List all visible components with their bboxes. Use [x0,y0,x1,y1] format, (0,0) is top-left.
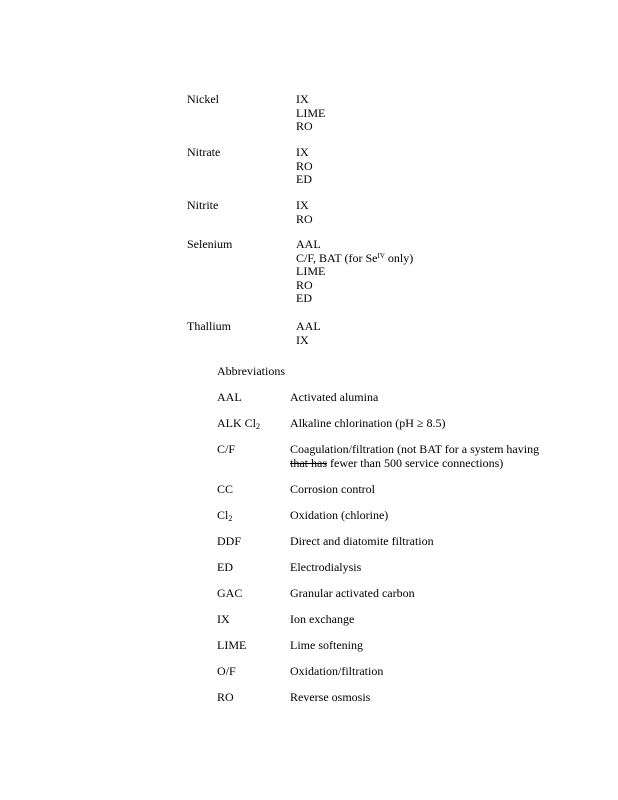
definition-line: Coagulation/filtration (not BAT for a system having [290,442,540,456]
technology-item [296,252,567,266]
technology-item: IX [296,332,309,347]
technology-item: LIME [296,105,326,120]
technology-note-tail: only) [384,250,414,265]
abbreviation-code [217,417,260,431]
subscript: 2 [256,422,260,431]
technology-item: RO [296,158,313,173]
abbreviation-code: IX [217,611,230,626]
abbreviation-definition: Electrodialysis [290,559,362,574]
technology-text: C/F, BAT (for Se [296,250,378,265]
technology-item: IX [296,92,309,106]
abbreviation-code-text: Cl [217,507,229,522]
abbreviations-list [217,391,577,717]
contaminant-name: Thallium [187,319,231,333]
contaminant-row-nickel [187,93,567,146]
technology-list [296,93,567,134]
technology-item: ED [296,172,312,186]
abbreviation-code: AAL [217,390,242,404]
abbreviation-code: RO [217,689,234,704]
technology-item: RO [296,277,313,292]
technology-item: IX [296,145,309,159]
abbreviation-code: O/F [217,663,236,678]
definition-line [290,457,577,471]
abbreviation-definition [290,443,577,470]
abbreviation-definition: Granular activated carbon [290,585,415,600]
abbreviation-definition: Reverse osmosis [290,689,371,704]
abbreviation-row [217,483,577,497]
abbreviation-row [217,691,577,705]
abbreviation-definition: Direct and diatomite filtration [290,533,434,548]
abbreviation-definition: Oxidation (chlorine) [290,507,389,522]
abbreviation-definition: Corrosion control [290,481,375,496]
abbreviation-definition: Alkaline chlorination (pH ≥ 8.5) [290,416,446,430]
abbreviation-code: CC [217,481,234,496]
abbreviation-row [217,417,577,431]
contaminant-name: Nickel [187,92,219,106]
struck-text: that has [290,455,327,470]
subscript: 2 [228,513,233,523]
abbreviation-row [217,587,577,601]
abbreviation-row [217,561,577,575]
abbreviation-row [217,443,577,470]
technology-item: AAL [296,319,321,333]
contaminant-name: Selenium [187,237,233,251]
technology-item: RO [296,119,313,133]
abbreviation-row [217,613,577,627]
abbreviation-definition: Ion exchange [290,611,355,626]
abbreviation-code: DDF [217,533,242,548]
abbreviation-row [217,639,577,653]
contaminant-name: Nitrate [187,145,221,159]
technology-item: AAL [296,237,321,251]
contaminant-table [187,93,567,350]
contaminant-name: Nitrite [187,198,219,212]
contaminant-row-nitrate [187,146,567,199]
abbreviation-code: C/F [217,442,236,456]
abbreviation-code: LIME [217,637,247,652]
abbreviation-definition: Oxidation/filtration [290,663,384,678]
contaminant-row-thallium [187,320,567,350]
technology-list [296,320,567,347]
technology-list [296,146,567,187]
technology-item: ED [296,291,312,305]
abbreviation-definition: Activated alumina [290,390,379,404]
technology-item: IX [296,198,309,212]
abbreviation-code: GAC [217,585,243,600]
abbreviation-definition: Lime softening [290,637,363,652]
abbreviation-row [217,535,577,549]
abbreviation-code: ED [217,559,233,574]
technology-list [296,238,567,306]
definition-text: fewer than 500 service connections) [327,455,504,470]
contaminant-row-nitrite [187,199,567,238]
abbreviation-row [217,665,577,679]
abbreviation-row [217,391,577,405]
oxidation-state-superscript: IV [377,251,385,260]
abbreviation-row [217,509,577,523]
contaminant-row-selenium [187,238,567,320]
technology-item: LIME [296,264,326,278]
abbreviation-code-text: ALK Cl [217,416,256,430]
abbreviations-heading: Abbreviations [217,364,285,378]
technology-item: RO [296,211,313,226]
technology-list [296,199,567,226]
abbreviation-code [217,509,232,523]
